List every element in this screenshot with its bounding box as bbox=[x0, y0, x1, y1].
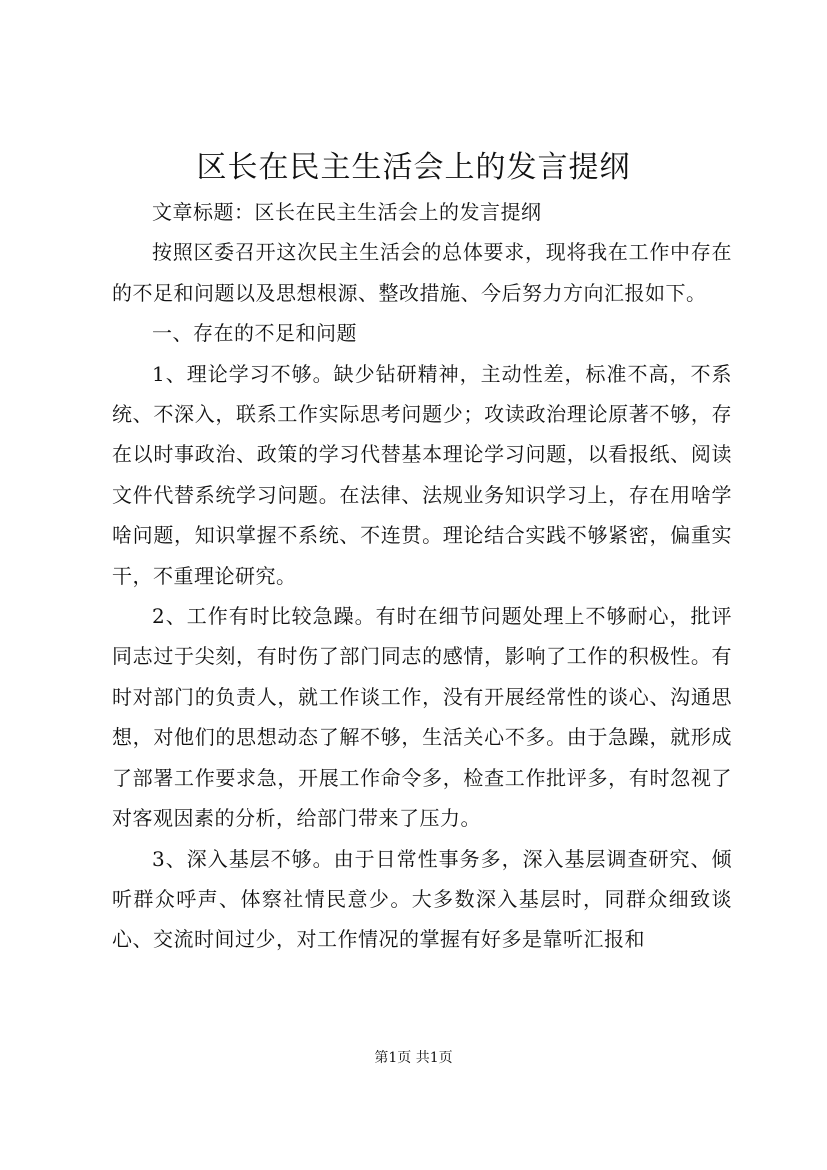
page-footer: 第1页 共1页 bbox=[374, 1050, 453, 1066]
paragraph-theory-study: 1、理论学习不够。缺少钻研精神，主动性差，标准不高，不系统、不深入，联系工作实际思考问题少；攻读政治理论原著不够，存在以时事政治、政策的学习代替基本理论学习问题，以看报纸、阅读文件代替系统学习问题。在法律、法规业务知识学习上，存在用啥学啥问题，知识掌握不系统、不连贯。理论结合实践不够紧密，偏重实干，不重理论研究。 bbox=[112, 361, 732, 588]
section-heading: 一、存在的不足和问题 bbox=[152, 321, 357, 346]
article-title-line: 文章标题：区长在民主生活会上的发言提纲 bbox=[152, 200, 542, 224]
paragraph-impatience: 2、工作有时比较急躁。有时在细节问题处理上不够耐心，批评同志过于尖刻，有时伤了部门同志的感情，影响了工作的积极性。有时对部门的负责人，就工作谈工作，没有开展经常性的谈心、沟通思想，对他们的思想动态了解不够，生活关心不多。由于急躁，就形成了部署工作要求急，开展工作命令多，检查工作批评多，有时忽视了对客观因素的分析，给部门带来了压力。 bbox=[112, 604, 732, 831]
paragraph-grassroots: 3、深入基层不够。由于日常性事务多，深入基层调查研究、倾听群众呼声、体察社情民意少。大多数深入基层时，同群众细致谈心、交流时间过少，对工作情况的掌握有好多是靠听汇报和 bbox=[112, 846, 732, 952]
intro-paragraph: 按照区委召开这次民主生活会的总体要求，现将我在工作中存在的不足和问题以及思想根源、整改措施、今后努力方向汇报如下。 bbox=[112, 240, 732, 305]
document-title: 区长在民主生活会上的发言提纲 bbox=[196, 150, 631, 185]
document-body bbox=[112, 192, 732, 960]
